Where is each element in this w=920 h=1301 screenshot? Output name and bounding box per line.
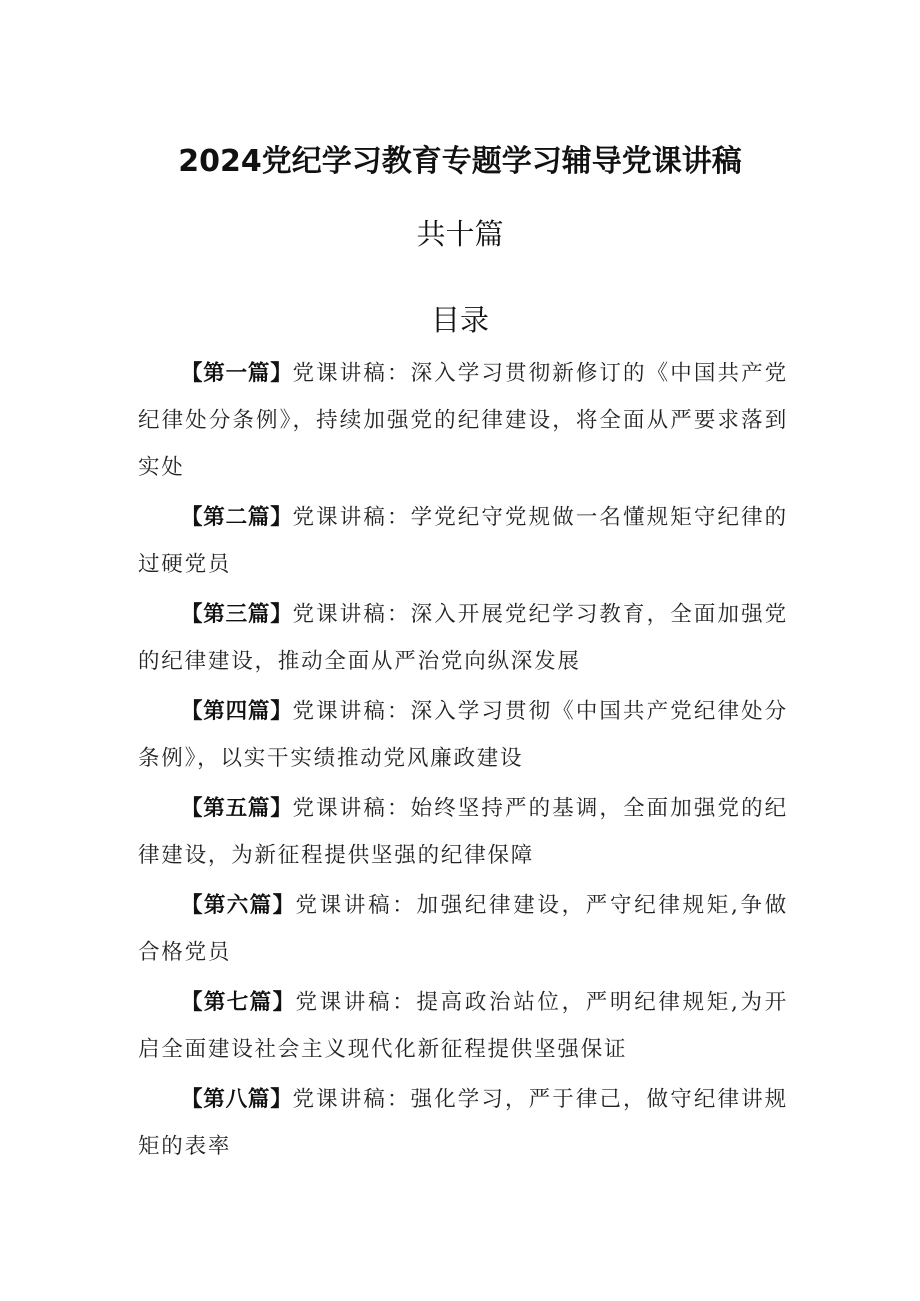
toc-entry-label: 【第八篇】 [181,1087,293,1112]
toc-entry-label: 【第五篇】 [181,796,293,821]
toc-entry-label: 【第三篇】 [181,602,293,627]
document-title: 2024党纪学习教育专题学习辅导党课讲稿 [178,144,742,179]
toc-entry-label: 【第二篇】 [181,505,293,530]
toc-list [138,350,788,1173]
toc-entry-text: 党课讲稿：深入学习贯彻《中国共产党纪律处分条例》，以实干实绩推动党风廉政建设 [138,699,788,771]
toc-entry-text: 党课讲稿：深入学习贯彻新修订的《中国共产党纪律处分条例》，持续加强党的纪律建设，将全面从严要求落到实处 [138,361,788,480]
toc-entry-text: 党课讲稿：学党纪守党规做一名懂规矩守纪律的过硬党员 [138,505,788,577]
toc-entry [138,1076,788,1170]
toc-entry-text: 党课讲稿：提高政治站位，严明纪律规矩,为开启全面建设社会主义现代化新征程提供坚强保证 [138,990,788,1062]
toc-entry [138,979,788,1073]
toc-entry-label: 【第四篇】 [181,699,293,724]
toc-entry-label: 【第七篇】 [181,990,296,1015]
toc-entry [138,591,788,685]
toc-entry-text: 党课讲稿：深入开展党纪学习教育，全面加强党的纪律建设，推动全面从严治党向纵深发展 [138,602,788,674]
toc-entry [138,494,788,588]
toc-entry [138,350,788,491]
document-subtitle: 共十篇 [416,217,504,251]
toc-entry-text: 党课讲稿：强化学习，严于律己，做守纪律讲规矩的表率 [138,1087,788,1159]
toc-entry [138,882,788,976]
toc-entry [138,785,788,879]
toc-heading: 目录 [430,303,489,337]
toc-entry-text: 党课讲稿：始终坚持严的基调，全面加强党的纪律建设，为新征程提供坚强的纪律保障 [138,796,788,868]
toc-entry-text: 党课讲稿：加强纪律建设，严守纪律规矩,争做合格党员 [138,893,788,965]
toc-entry [138,688,788,782]
toc-entry-label: 【第六篇】 [181,893,296,918]
toc-entry-label: 【第一篇】 [181,361,293,386]
